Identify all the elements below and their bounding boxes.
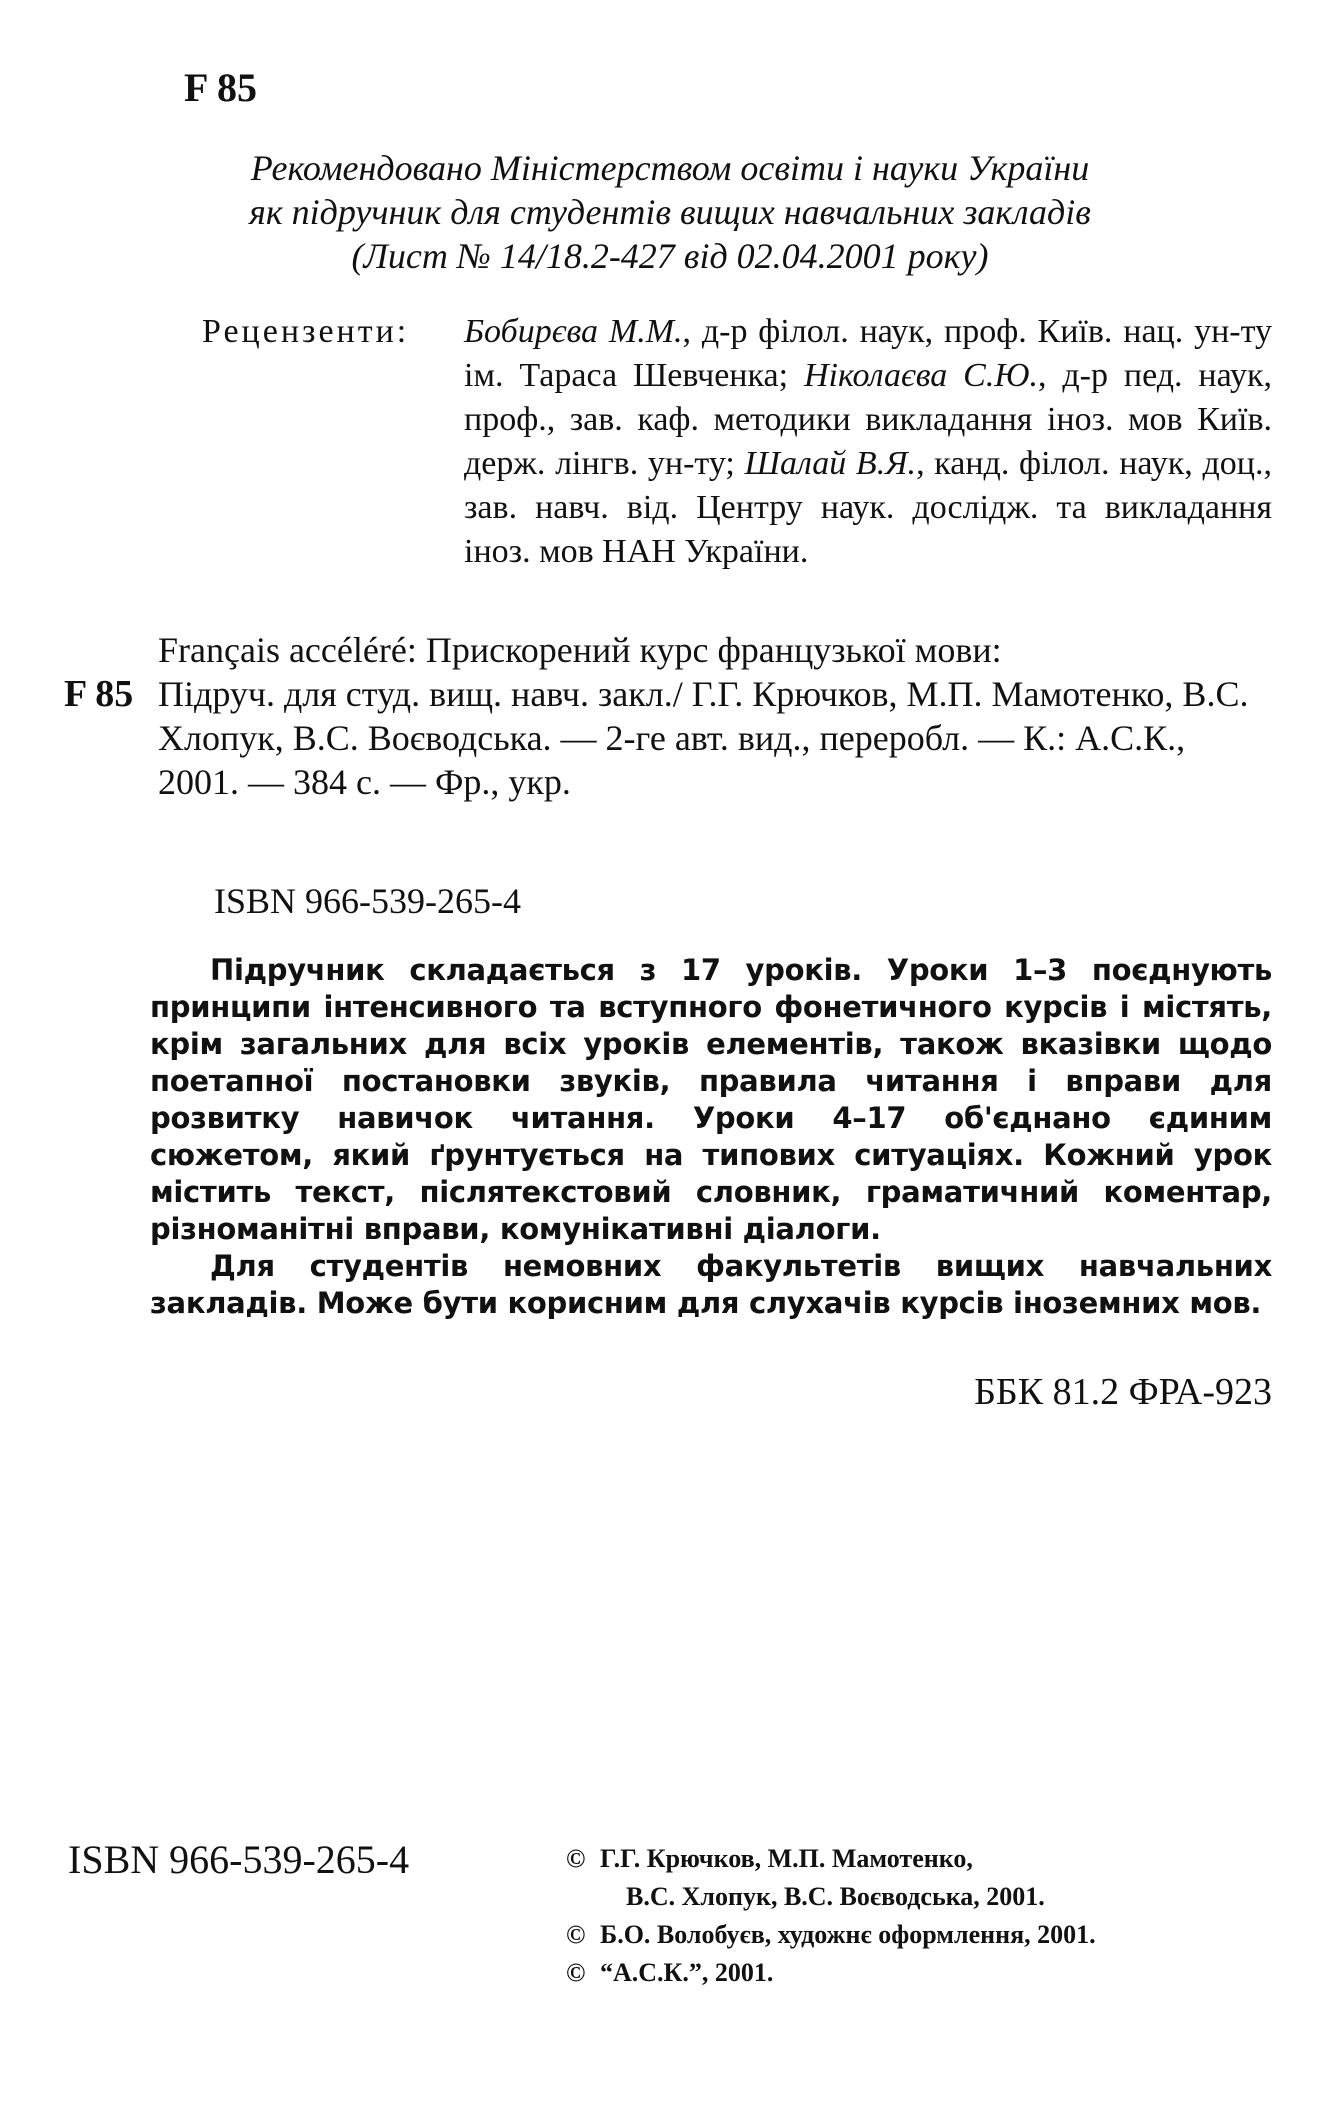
copyright-icon: © (566, 1920, 586, 1949)
copyright-line-1 (566, 1840, 1266, 1878)
entry-description: Підруч. для студ. вищ. навч. закл./ Г.Г. Крючков, М.П. Мамотенко, В.С. Хлопук, В.С. Воєводська. — 2-ге авт. вид., переробл. — К.: А.С.К., 2001. — 384 с. — Фр., укр. (158, 674, 1249, 802)
bottom-isbn: ISBN 966-539-265-4 (68, 1837, 410, 1882)
copyright-publisher: “А.С.К.”, 2001. (600, 1958, 774, 1987)
classification-code: F 85 (184, 65, 257, 110)
ministry-recommendation (150, 146, 1190, 278)
annotation-paragraph-1: Підручник складається з 17 уроків. Уроки 1–3 поєднують принципи інтенсивного та вступного фонетичного курсів і містять, крім загальних для всіх уроків елементів, також вказівки щодо поетапної постановки звуків, правила читання і вправи для розвитку навичок читання. Уроки 4–17 об'єднано єдиним сюжетом, який ґрунтується на типових ситуаціях. Кожний урок містить текст, післятекстовий словник, граматичний коментар, різноманітні вправи, комунікативні діалоги. (150, 953, 1272, 1246)
recommendation-line-1: Рекомендовано Міністерством освіти і науки України (250, 148, 1090, 188)
reviewer-3-details: , канд. філол. наук, доц., зав. навч. від. Центру наук. дослідж. та викладання іноз. мов НАН України. (464, 445, 1272, 570)
reviewer-2-details: , д-р пед. наук, проф., зав. каф. методики викладання іноз. мов Київ. держ. лінгв. ун-ту; (464, 357, 1272, 482)
reviewers-label: Рецензенти: (202, 313, 410, 350)
recommendation-line-3: (Лист № 14/18.2-427 від 02.04.2001 року) (351, 236, 989, 276)
copyright-authors: Г.Г. Крючков, М.П. Мамотенко, (600, 1844, 973, 1873)
copyright-line-1b: В.С. Хлопук, В.С. Воєводська, 2001. (626, 1882, 1045, 1911)
reviewers-list (464, 310, 1272, 574)
copyright-line-2 (566, 1916, 1266, 1954)
copyright-icon: © (566, 1958, 586, 1987)
reviewer-1-name: Бобирєва М.М. (464, 313, 683, 350)
bibliographic-entry (64, 628, 1272, 804)
reviewer-2-name: Ніколаєва С.Ю. (803, 357, 1038, 394)
annotation-paragraph-2: Для студентів немовних факультетів вищих навчальних закладів. Може бути корисним для слухачів курсів іноземних мов. (150, 1249, 1272, 1320)
copyright-icon: © (566, 1844, 586, 1873)
reviewer-3-name: Шалай В.Я. (744, 445, 917, 482)
annotation (150, 952, 1272, 1322)
reviewer-1-details: , д-р філол. наук, проф. Київ. нац. ун-ту ім. Тараса Шевченка; (464, 313, 1272, 394)
reviewers-block (202, 310, 1272, 574)
copyright-block (566, 1840, 1266, 1992)
copyright-design: Б.О. Волобуєв, художнє оформлення, 2001. (600, 1920, 1096, 1949)
entry-isbn: ISBN 966-539-265-4 (214, 881, 521, 921)
copyright-line-3 (566, 1954, 1266, 1992)
bbk-code: ББК 81.2 ФРА-923 (974, 1371, 1272, 1413)
entry-classification-code: F 85 (64, 673, 134, 715)
entry-title: Français accéléré: Прискорений курс французької мови: (158, 630, 1002, 670)
recommendation-line-2: як підручник для студентів вищих навчальних закладів (249, 192, 1091, 232)
